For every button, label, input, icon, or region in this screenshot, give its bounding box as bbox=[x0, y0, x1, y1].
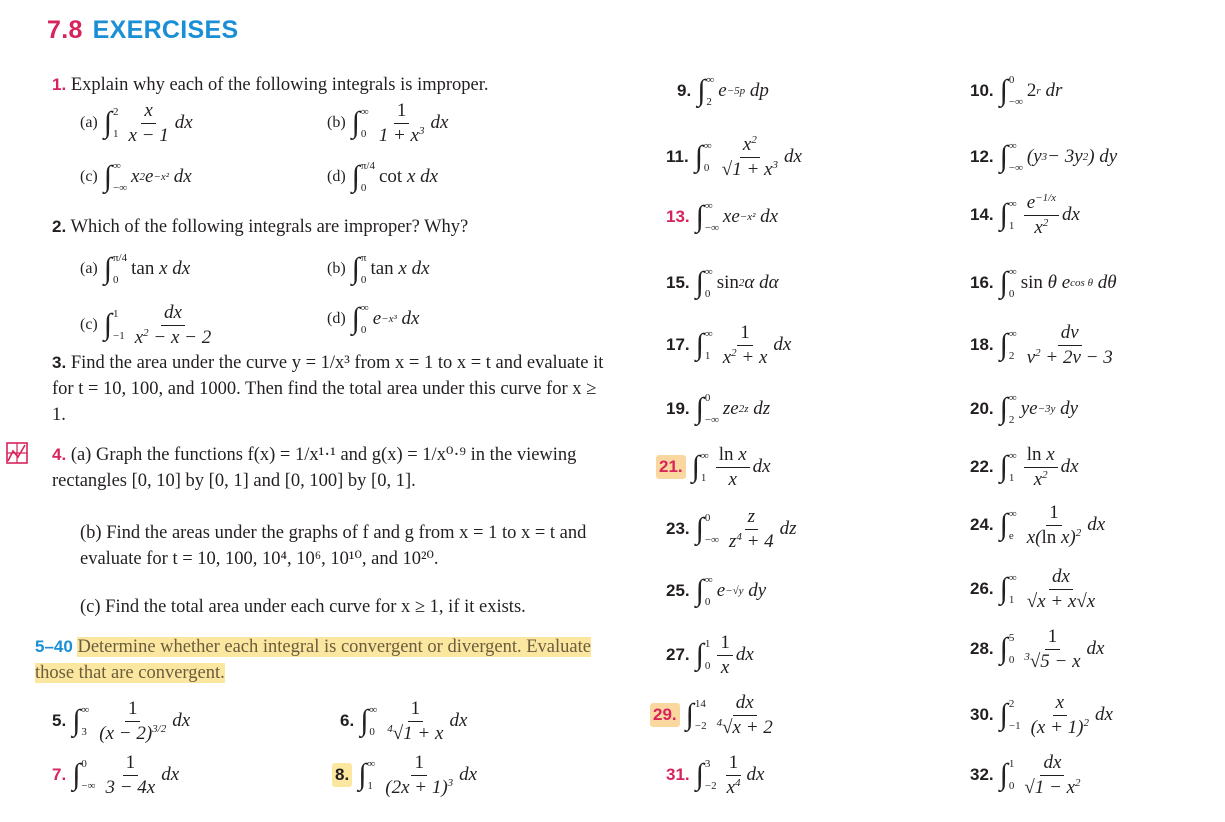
problem-2a: (a) ∫ π/4 0 tan x dx bbox=[80, 252, 191, 286]
problem-2d: (d) ∫ ∞ 0 e −x³ dx bbox=[327, 302, 420, 336]
problem-4c bbox=[80, 594, 620, 620]
exercise-32: 32. ∫ 1 0 $\frac{dx}{√1 - x^2}$ bbox=[970, 752, 1081, 798]
exercise-12: 12. ∫ ∞ −∞ (y 3 − 3y 2 ) dy bbox=[970, 140, 1118, 174]
problem-text: Find the area under the curve y = 1/x³ from x = 1 to x = t and evaluate it for t = 10, 100, and 1000. Then find the total area under this curve for x ≥ 1. bbox=[52, 353, 604, 425]
range-text: Determine whether each integral is convergent or divergent. Evaluate those that are convergent. bbox=[35, 637, 591, 683]
exercise-28: 28. ∫ 5 0 $\frac{1}{^3√5 - x}$ dx bbox=[970, 626, 1105, 672]
problem-2b: (b) ∫ π 0 tan x dx bbox=[327, 252, 430, 286]
exercise-21: 21. ∫ ∞ 1 $\frac{\text{ln x}}{x}$ dx bbox=[656, 444, 771, 491]
exercise-24: 24. ∫ ∞ e $\frac{1}{x(\ln x)^2}$ dx bbox=[970, 502, 1106, 548]
exercise-14: 14. ∫ ∞ 1 $\frac{e^{-1/x}}{x^2}$ dx bbox=[970, 192, 1080, 238]
exercise-11: 11. ∫ ∞ 0 $\frac{x^2}{√1 + x^3}$ dx bbox=[666, 134, 802, 180]
problem-1d: (d) ∫ π/4 0 cot x dx bbox=[327, 160, 439, 194]
problem-4 bbox=[52, 442, 604, 494]
problem-1a: (a) ∫ 2 1 $\frac{x}{x - 1}$ dx bbox=[80, 100, 193, 146]
problem-text: Which of the following integrals are improper? Why? bbox=[70, 217, 469, 237]
problem-2 bbox=[52, 214, 612, 240]
problem-number: 3. bbox=[52, 353, 67, 372]
exercise-31: 31. ∫ 3 −2 $\frac{1}{x^4}$ dx bbox=[666, 752, 765, 798]
exercise-16: 16. ∫ ∞ 0 sin θ e cos θ dθ bbox=[970, 266, 1117, 300]
section-number: 7.8 bbox=[47, 16, 83, 44]
problem-text: Explain why each of the following integrals is improper. bbox=[70, 75, 489, 95]
problem-4b bbox=[80, 520, 604, 572]
exercise-13: 13. ∫ ∞ −∞ xe −x² dx bbox=[666, 200, 779, 234]
exercise-30: 30. ∫ 2 −1 $\frac{x}{(x + 1)^2}$ dx bbox=[970, 692, 1113, 738]
exercise-26: 26. ∫ ∞ 1 $\frac{dx}{√x + x√x}$ bbox=[970, 566, 1096, 612]
exercise-20: 20. ∫ ∞ 2 ye −3y dy bbox=[970, 392, 1079, 426]
exercise-7: 7. ∫ 0 −∞ $\frac{1}{3 - 4x}$ dx bbox=[52, 752, 180, 798]
exercise-25: 25. ∫ ∞ 0 e −√y dy bbox=[666, 574, 767, 608]
exercise-8: 8. ∫ ∞ 1 $\frac{1}{(2x + 1)^3}$ dx bbox=[332, 752, 477, 799]
section-title bbox=[47, 16, 238, 45]
problem-number: 1. bbox=[52, 75, 67, 94]
exercise-9: 9. ∫ ∞ 2 e −5p dp bbox=[677, 74, 769, 108]
exercise-29: 29. ∫ 14 −2 $\frac{dx}{^4√x + 2}$ bbox=[650, 692, 779, 739]
exercise-5: 5. ∫ ∞ 3 $\frac{1}{(x - 2)^{3/2}}$ dx bbox=[52, 698, 191, 744]
exercise-27: 27. ∫ 1 0 $\frac{1}{x}$ dx bbox=[666, 632, 754, 678]
exercise-18: 18. ∫ ∞ 2 $\frac{dv}{v^2 + 2v - 3}$ bbox=[970, 322, 1113, 368]
problem-number: 4. bbox=[52, 445, 67, 464]
graphing-calculator-icon bbox=[6, 442, 28, 464]
problem-1 bbox=[52, 72, 612, 98]
exercise-22: 22. ∫ ∞ 1 $\frac{\text{ln x}}{x^2}$ dx bbox=[970, 444, 1079, 490]
exercise-19: 19. ∫ 0 −∞ ze 2z dz bbox=[666, 392, 771, 426]
problem-1b: (b) ∫ ∞ 0 $\frac{1}{1 + x^3}$ dx bbox=[327, 100, 449, 146]
problem-4b-text: (b) Find the areas under the graphs of f and g from x = 1 to x = t and evaluate for t = 10, 100, 10⁴, 10⁶, 10¹⁰, and 10²⁰. bbox=[80, 523, 587, 569]
problem-3 bbox=[52, 350, 604, 428]
exercise-6: 6. ∫ ∞ 0 $\frac{1}{^4√1 + x}$ dx bbox=[340, 698, 468, 744]
range-number: 5–40 bbox=[35, 637, 73, 656]
problem-1c: (c) ∫ ∞ −∞ x 2 e −x² dx bbox=[80, 160, 192, 194]
exercise-15: 15. ∫ ∞ 0 sin 2 α dα bbox=[666, 266, 779, 300]
exercise-10: 10. ∫ 0 −∞ 2 r dr bbox=[970, 74, 1063, 108]
exercise-17: 17. ∫ ∞ 1 $\frac{1}{x^2 + x}$ dx bbox=[666, 322, 792, 368]
problem-number: 2. bbox=[52, 217, 67, 236]
problem-4c-text: (c) Find the total area under each curve for x ≥ 1, if it exists. bbox=[80, 597, 526, 617]
range-directive bbox=[35, 634, 605, 686]
problem-2c: (c) ∫ 1 −1 $\frac{dx}{x^2 - x - 2}$ bbox=[80, 302, 212, 348]
exercise-23: 23. ∫ 0 −∞ $\frac{z}{z^4 + 4}$ dz bbox=[666, 506, 797, 552]
problem-4a-text: (a) Graph the functions f(x) = 1/x¹·¹ and g(x) = 1/x⁰·⁹ in the viewing rectangles [0, 10] by [0, 1] and [0, 100] by [0, 1]. bbox=[52, 445, 577, 491]
section-name: EXERCISES bbox=[92, 16, 239, 44]
